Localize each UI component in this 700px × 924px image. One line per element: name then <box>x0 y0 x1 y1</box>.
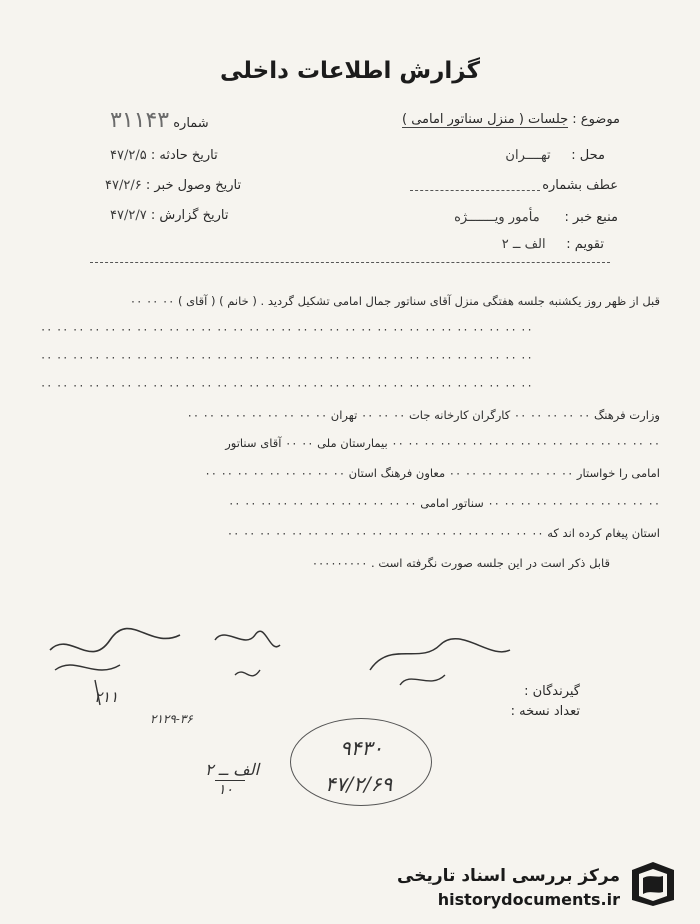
body-line: ۰۰ ۰۰ ۰۰ ۰۰ ۰۰ ۰۰ ۰۰ ۰۰ ۰۰ ۰۰ ۰۰ ۰۰ ۰۰ ۰۰ ۰۰ ۰۰ ۰۰ ۰۰ ۰۰ ۰۰ ۰۰ ۰۰ ۰۰ ۰۰ ۰۰ ۰۰ ۰۰ ۰۰ ۰۰ ۰۰ ۰۰ <box>40 350 533 364</box>
signature-scribble <box>215 631 280 647</box>
receipt-date-value: ۴۷/۲/۶ <box>105 178 142 193</box>
body-line: ۰۰ ۰۰ ۰۰ ۰۰ ۰۰ ۰۰ ۰۰ ۰۰ ۰۰ ۰۰ ۰۰ ۰۰ ۰۰ ۰۰ ۰۰ ۰۰ ۰۰ ۰۰ ۰۰ ۰۰ ۰۰ ۰۰ ۰۰ ۰۰ ۰۰ ۰۰ ۰۰ ۰۰ ۰۰ ۰۰ ۰۰ <box>40 378 533 392</box>
source-label: منبع خبر : <box>564 210 618 225</box>
body-line: ۰۰ ۰۰ ۰۰ ۰۰ ۰۰ ۰۰ ۰۰ ۰۰ ۰۰ ۰۰ ۰۰ سناتور امامی ۰۰ ۰۰ ۰۰ ۰۰ ۰۰ ۰۰ ۰۰ ۰۰ ۰۰ ۰۰ ۰۰ ۰۰ <box>228 496 660 510</box>
document-title: گزارش اطلاعات داخلی <box>220 58 480 84</box>
rating-value: الف ــ ۲ <box>501 237 546 252</box>
place-label: محل : <box>571 148 605 163</box>
report-date-value: ۴۷/۲/۷ <box>110 208 147 223</box>
body-line: ۰۰ ۰۰ ۰۰ ۰۰ ۰۰ ۰۰ ۰۰ ۰۰ ۰۰ ۰۰ ۰۰ ۰۰ ۰۰ ۰۰ ۰۰ ۰۰ ۰۰ ۰۰ ۰۰ ۰۰ ۰۰ ۰۰ ۰۰ ۰۰ ۰۰ ۰۰ ۰۰ ۰۰ ۰۰ ۰۰ ۰۰ <box>40 322 533 336</box>
place-value: تهــــران <box>505 148 551 163</box>
source-row <box>454 210 618 225</box>
rating-label: تقویم : <box>566 237 604 252</box>
event-date-row <box>110 148 218 163</box>
report-date-row <box>110 208 228 223</box>
recipients-row <box>524 684 580 699</box>
handwritten-code: ۲۱۲۹-۳۶ <box>150 712 193 726</box>
archive-logo-icon <box>626 856 680 910</box>
watermark-fa: مرکز بررسی اسناد تاریخی <box>397 866 620 886</box>
ref-row <box>542 178 618 193</box>
copies-row <box>511 704 580 719</box>
watermark-en: historydocuments.ir <box>437 890 620 909</box>
body-line: امامی را خواستار ۰۰ ۰۰ ۰۰ ۰۰ ۰۰ ۰۰ ۰۰ ۰۰ معاون فرهنگ استان ۰۰ ۰۰ ۰۰ ۰۰ ۰۰ ۰۰ ۰۰ ۰۰ ۰۰ <box>204 466 660 480</box>
receipt-date-row <box>105 178 241 193</box>
rating-underline <box>215 780 245 781</box>
subject-row <box>402 112 620 127</box>
body-line: استان پیغام کرده اند که ۰۰ ۰۰ ۰۰ ۰۰ ۰۰ ۰۰ ۰۰ ۰۰ ۰۰ ۰۰ ۰۰ ۰۰ ۰۰ ۰۰ ۰۰ ۰۰ ۰۰ ۰۰ ۰۰ ۰۰ <box>226 526 660 540</box>
signature-scribble <box>55 665 120 670</box>
source-value: مأمور ویـــــــژه <box>454 210 540 225</box>
number-label: شماره <box>173 116 209 131</box>
body-line: قابل ذکر است در این جلسه صورت نگرفته است . ۰۰۰۰۰۰۰۰۰ <box>311 556 610 570</box>
receipt-date-label: تاریخ وصول خبر : <box>145 178 242 193</box>
event-date-value: ۴۷/۲/۵ <box>110 148 147 163</box>
header-separator <box>90 262 610 263</box>
handwritten-left-number: ۲۱۱ <box>94 688 119 706</box>
copies-label: تعداد نسخه : <box>510 704 580 719</box>
signature-scribble <box>235 670 260 676</box>
body-line: ۰۰ ۰۰ ۰۰ ۰۰ ۰۰ ۰۰ ۰۰ ۰۰ ۰۰ ۰۰ ۰۰ ۰۰ ۰۰ ۰۰ ۰۰ ۰۰ ۰۰ بیمارستان ملی ۰۰ ۰۰ آقای سناتور <box>225 436 660 450</box>
stamp-date: ۴۷/۲/۶۹ <box>325 772 393 796</box>
number-row <box>110 108 209 133</box>
signature-scribble <box>50 629 180 652</box>
number-value: ۳۱۱۴۳ <box>110 108 170 133</box>
subject-label: موضوع : <box>572 112 620 127</box>
handwritten-rating: الف ــ ۲ <box>205 760 260 779</box>
signature-scribble <box>400 675 445 685</box>
report-date-label: تاریخ گزارش : <box>150 208 229 223</box>
rating-row <box>502 237 604 252</box>
stamp-number: ۹۴۳۰ <box>340 736 383 760</box>
event-date-label: تاریخ حادثه : <box>150 148 218 163</box>
handwritten-rating-num: ۱۰ <box>218 782 234 798</box>
body-line: قبل از ظهر روز یکشنبه جلسه هفتگی منزل آقای سناتور جمال امامی تشکیل گردید . ( خانم ) ( آقای ) ۰۰ ۰۰ ۰۰ <box>129 294 660 308</box>
ref-dash <box>410 190 540 191</box>
place-row <box>505 148 605 163</box>
subject-value: جلسات ( منزل سناتور امامی ) <box>401 112 569 127</box>
ref-label: عطف بشماره <box>542 178 618 193</box>
body-line: وزارت فرهنگ ۰۰ ۰۰ ۰۰ ۰۰ ۰۰ کارگران کارخانه جات ۰۰ ۰۰ ۰۰ تهران ۰۰ ۰۰ ۰۰ ۰۰ ۰۰ ۰۰ ۰۰ ۰۰ ۰۰ <box>186 408 660 422</box>
recipients-label: گیرندگان : <box>524 684 580 699</box>
signature-scribble <box>370 639 510 670</box>
